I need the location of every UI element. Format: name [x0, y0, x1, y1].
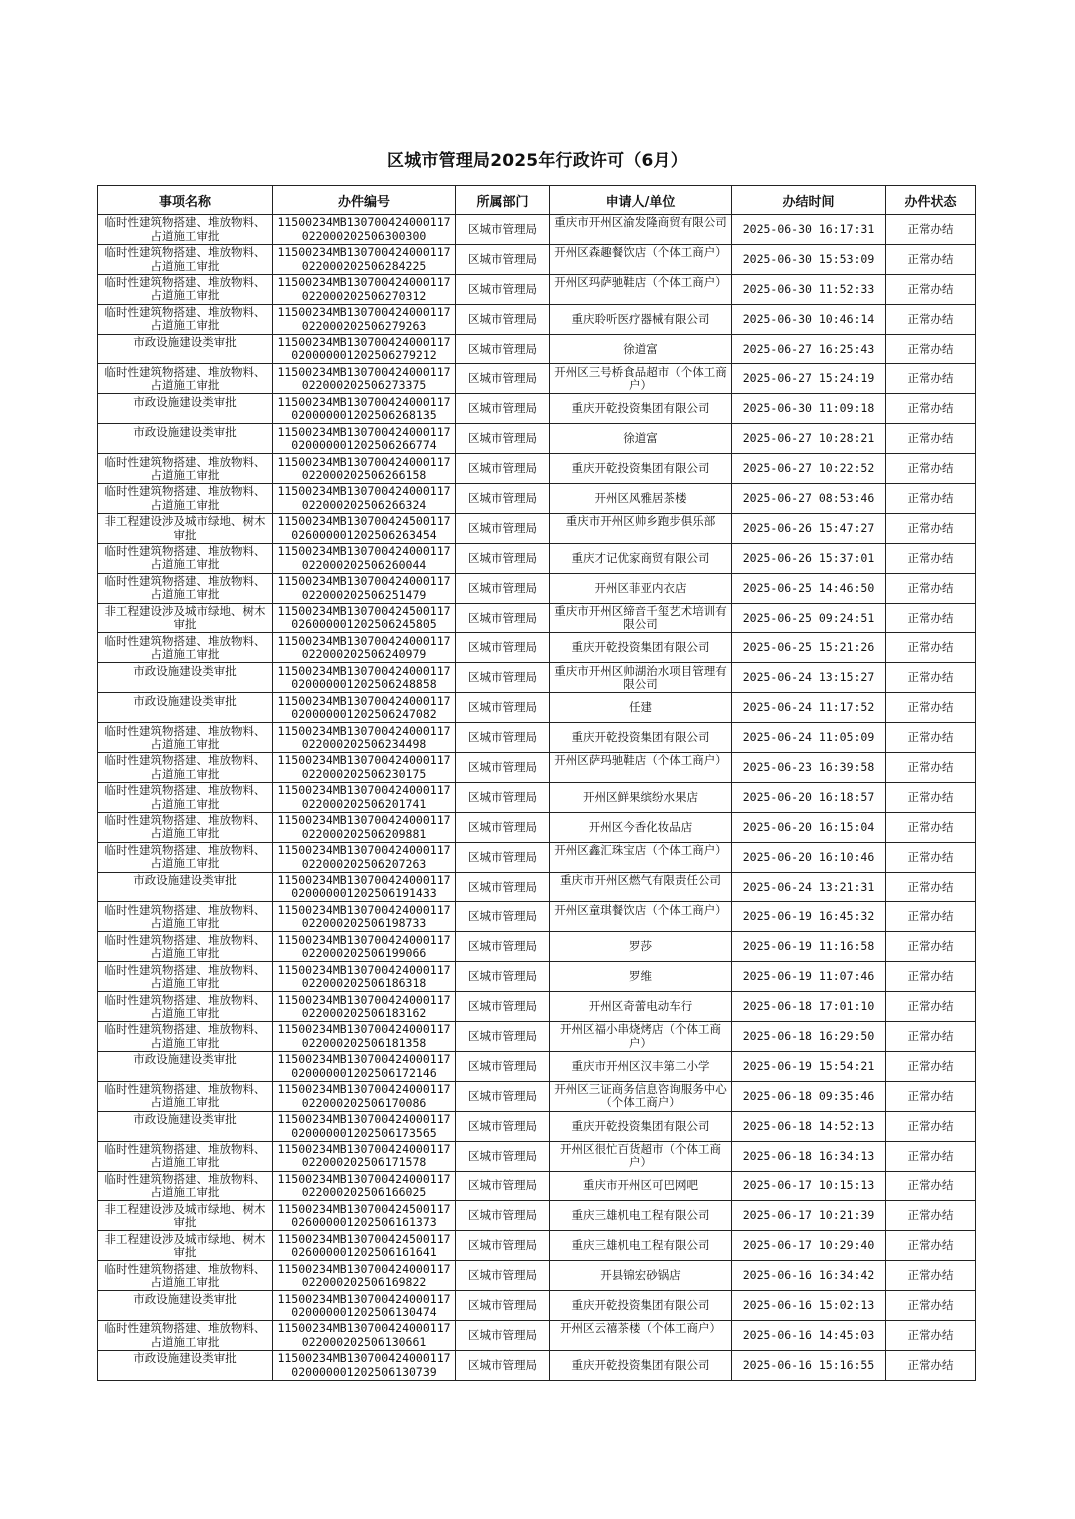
completion-time-cell: 2025-06-20 16:18:57 [732, 782, 886, 812]
case-number-cell: 11500234MB130700424000117022000202506130661 [277, 1321, 451, 1349]
status-cell: 正常办结 [886, 484, 976, 514]
table-row [98, 334, 976, 364]
applicant-cell: 开州区今香化妆品店 [550, 812, 732, 842]
applicant-cell: 重庆开乾投资集团有限公司 [550, 1291, 732, 1321]
department-cell: 区城市管理局 [456, 244, 550, 274]
completion-time-cell: 2025-06-18 14:52:13 [732, 1111, 886, 1141]
column-header-code: 办件编号 [273, 186, 456, 215]
status-cell: 正常办结 [886, 693, 976, 723]
status-cell: 正常办结 [886, 1291, 976, 1321]
table-row [98, 364, 976, 394]
completion-time-cell: 2025-06-26 15:47:27 [732, 513, 886, 543]
completion-time-cell: 2025-06-16 14:45:03 [732, 1320, 886, 1350]
applicant-cell: 开县锦宏砂锅店 [550, 1261, 732, 1291]
case-number-cell: 11500234MB130700424000117022000202506230175 [277, 753, 451, 781]
status-cell: 正常办结 [886, 513, 976, 543]
status-cell: 正常办结 [886, 304, 976, 334]
department-cell: 区城市管理局 [456, 932, 550, 962]
table-row [98, 1022, 976, 1052]
status-cell: 正常办结 [886, 663, 976, 693]
table-row [98, 842, 976, 872]
department-cell: 区城市管理局 [456, 1141, 550, 1171]
item-name-cell: 非工程建设涉及城市绿地、树木审批 [104, 1201, 266, 1230]
table-row [98, 1051, 976, 1081]
case-number-cell: 11500234MB130700424000117022000202506201741 [277, 783, 451, 811]
status-cell: 正常办结 [886, 394, 976, 424]
department-cell: 区城市管理局 [456, 962, 550, 992]
completion-time-cell: 2025-06-25 15:21:26 [732, 633, 886, 663]
completion-time-cell: 2025-06-25 09:24:51 [732, 603, 886, 633]
applicant-cell: 重庆市开州区汉丰第二小学 [550, 1051, 732, 1081]
status-cell: 正常办结 [886, 1141, 976, 1171]
department-cell: 区城市管理局 [456, 513, 550, 543]
case-number-cell: 11500234MB130700424000117020000001202506130739 [277, 1351, 451, 1379]
status-cell: 正常办结 [886, 1171, 976, 1201]
completion-time-cell: 2025-06-27 10:28:21 [732, 424, 886, 454]
status-cell: 正常办结 [886, 454, 976, 484]
applicant-cell: 徐道富 [550, 424, 732, 454]
applicant-cell: 开州区三号桥食品超市（个体工商户） [554, 364, 727, 393]
completion-time-cell: 2025-06-30 11:09:18 [732, 394, 886, 424]
department-cell: 区城市管理局 [456, 424, 550, 454]
table-row [98, 484, 976, 514]
status-cell: 正常办结 [886, 1051, 976, 1081]
completion-time-cell: 2025-06-19 15:54:21 [732, 1051, 886, 1081]
case-number-cell: 11500234MB130700424000117022000202506181358 [277, 1022, 451, 1050]
department-cell: 区城市管理局 [456, 1051, 550, 1081]
table-row [98, 1231, 976, 1261]
department-cell: 区城市管理局 [456, 1261, 550, 1291]
table-row [98, 454, 976, 484]
table-row [98, 1350, 976, 1380]
applicant-cell: 重庆开乾投资集团有限公司 [550, 394, 732, 424]
item-name-cell: 市政设施建设类审批 [133, 335, 237, 349]
case-number-cell: 11500234MB130700424000117022000202506266324 [277, 484, 451, 512]
department-cell: 区城市管理局 [456, 215, 550, 245]
status-cell: 正常办结 [886, 1111, 976, 1141]
department-cell: 区城市管理局 [456, 484, 550, 514]
table-row [98, 962, 976, 992]
completion-time-cell: 2025-06-16 16:34:42 [732, 1261, 886, 1291]
item-name-cell: 市政设施建设类审批 [133, 693, 237, 708]
status-cell: 正常办结 [886, 274, 976, 304]
status-cell: 正常办结 [886, 1261, 976, 1291]
case-number-cell: 11500234MB130700424000117022000202506198733 [277, 902, 451, 931]
case-number-cell: 11500234MB130700424000117020000001202506279212 [277, 335, 451, 363]
status-cell: 正常办结 [886, 842, 976, 872]
applicant-cell: 任建 [550, 693, 732, 723]
item-name-cell: 临时性建筑物搭建、堆放物料、占道施工审批 [104, 783, 266, 811]
status-cell: 正常办结 [886, 1081, 976, 1111]
status-cell: 正常办结 [886, 932, 976, 962]
table-row [98, 1261, 976, 1291]
item-name-cell: 临时性建筑物搭建、堆放物料、占道施工审批 [104, 484, 266, 512]
completion-time-cell: 2025-06-16 15:16:55 [732, 1350, 886, 1380]
table-row [98, 394, 976, 424]
completion-time-cell: 2025-06-20 16:10:46 [732, 842, 886, 872]
applicant-cell: 开州区鑫汇珠宝店（个体工商户） [554, 843, 727, 858]
department-cell: 区城市管理局 [456, 1320, 550, 1350]
completion-time-cell: 2025-06-17 10:15:13 [732, 1171, 886, 1201]
case-number-cell: 11500234MB130700424500117026000001202506263454 [277, 514, 451, 542]
item-name-cell: 非工程建设涉及城市绿地、树木审批 [104, 514, 266, 542]
status-cell: 正常办结 [886, 962, 976, 992]
status-cell: 正常办结 [886, 872, 976, 902]
case-number-cell: 11500234MB130700424500117026000001202506161641 [277, 1231, 451, 1260]
applicant-cell: 重庆市开州区帅乡跑步俱乐部 [565, 514, 716, 529]
completion-time-cell: 2025-06-18 16:34:13 [732, 1141, 886, 1171]
department-cell: 区城市管理局 [456, 992, 550, 1022]
department-cell: 区城市管理局 [456, 1201, 550, 1231]
table-row [98, 1111, 976, 1141]
table-header-row [98, 186, 976, 215]
department-cell: 区城市管理局 [456, 1111, 550, 1141]
item-name-cell: 非工程建设涉及城市绿地、树木审批 [104, 604, 266, 632]
case-number-cell: 11500234MB130700424000117022000202506284225 [277, 245, 451, 273]
completion-time-cell: 2025-06-26 15:37:01 [732, 543, 886, 573]
column-header-applicant: 申请人/单位 [550, 186, 732, 215]
department-cell: 区城市管理局 [456, 543, 550, 573]
case-number-cell: 11500234MB130700424000117022000202506186318 [277, 962, 451, 991]
item-name-cell: 临时性建筑物搭建、堆放物料、占道施工审批 [104, 305, 266, 333]
department-cell: 区城市管理局 [456, 693, 550, 723]
applicant-cell: 开州区鲜果缤纷水果店 [550, 782, 732, 812]
case-number-cell: 11500234MB130700424000117022000202506273375 [277, 364, 451, 393]
status-cell: 正常办结 [886, 812, 976, 842]
department-cell: 区城市管理局 [456, 872, 550, 902]
item-name-cell: 临时性建筑物搭建、堆放物料、占道施工审批 [104, 544, 266, 572]
department-cell: 区城市管理局 [456, 753, 550, 783]
document-title: 区城市管理局2025年行政许可（6月） [387, 151, 688, 171]
table-row [98, 1201, 976, 1231]
department-cell: 区城市管理局 [456, 1350, 550, 1380]
status-cell: 正常办结 [886, 424, 976, 454]
table-row [98, 603, 976, 633]
status-cell: 正常办结 [886, 1320, 976, 1350]
applicant-cell: 开州区玛萨驰鞋店（个体工商户） [554, 275, 727, 290]
applicant-cell: 重庆市开州区可巴网吧 [550, 1171, 732, 1201]
completion-time-cell: 2025-06-30 11:52:33 [732, 274, 886, 304]
item-name-cell: 临时性建筑物搭建、堆放物料、占道施工审批 [104, 275, 266, 303]
applicant-cell: 开州区风雅居茶楼 [550, 484, 732, 514]
item-name-cell: 市政设施建设类审批 [133, 394, 237, 409]
case-number-cell: 11500234MB130700424000117022000202506266158 [277, 454, 451, 482]
item-name-cell: 非工程建设涉及城市绿地、树木审批 [104, 1231, 266, 1259]
case-number-cell: 11500234MB130700424000117020000001202506266774 [277, 424, 451, 453]
applicant-cell: 罗莎 [550, 932, 732, 962]
item-name-cell: 市政设施建设类审批 [133, 1052, 237, 1067]
applicant-cell: 重庆开乾投资集团有限公司 [550, 633, 732, 663]
table-row [98, 753, 976, 783]
applicant-cell: 重庆市开州区渝发隆商贸有限公司 [554, 215, 727, 230]
item-name-cell: 临时性建筑物搭建、堆放物料、占道施工审批 [104, 962, 266, 990]
item-name-cell: 临时性建筑物搭建、堆放物料、占道施工审批 [104, 454, 266, 482]
case-number-cell: 11500234MB130700424000117022000202506260044 [277, 544, 451, 572]
completion-time-cell: 2025-06-16 15:02:13 [732, 1291, 886, 1321]
status-cell: 正常办结 [886, 1350, 976, 1380]
applicant-cell: 重庆三雄机电工程有限公司 [550, 1201, 732, 1231]
item-name-cell: 临时性建筑物搭建、堆放物料、占道施工审批 [104, 843, 266, 871]
case-number-cell: 11500234MB130700424000117022000202506234498 [277, 723, 451, 751]
item-name-cell: 临时性建筑物搭建、堆放物料、占道施工审批 [104, 1022, 266, 1050]
applicant-cell: 重庆市开州区帅湖治水项目管理有限公司 [554, 663, 727, 691]
case-number-cell: 11500234MB130700424500117026000001202506161373 [277, 1201, 451, 1230]
applicant-cell: 重庆开乾投资集团有限公司 [550, 454, 732, 484]
status-cell: 正常办结 [886, 364, 976, 394]
status-cell: 正常办结 [886, 782, 976, 812]
column-header-time: 办结时间 [732, 186, 886, 215]
table-row [98, 573, 976, 603]
case-number-cell: 11500234MB130700424000117022000202506209881 [277, 813, 451, 841]
completion-time-cell: 2025-06-25 14:46:50 [732, 573, 886, 603]
status-cell: 正常办结 [886, 543, 976, 573]
department-cell: 区城市管理局 [456, 573, 550, 603]
case-number-cell: 11500234MB130700424000117022000202506300300 [277, 215, 451, 243]
table-row [98, 1291, 976, 1321]
applicant-cell: 重庆开乾投资集团有限公司 [550, 1350, 732, 1380]
item-name-cell: 临时性建筑物搭建、堆放物料、占道施工审批 [104, 1171, 266, 1200]
applicant-cell: 徐道富 [550, 334, 732, 364]
completion-time-cell: 2025-06-18 16:29:50 [732, 1022, 886, 1052]
item-name-cell: 临时性建筑物搭建、堆放物料、占道施工审批 [104, 633, 266, 662]
status-cell: 正常办结 [886, 244, 976, 274]
column-header-status: 办件状态 [886, 186, 976, 215]
department-cell: 区城市管理局 [456, 902, 550, 932]
status-cell: 正常办结 [886, 334, 976, 364]
completion-time-cell: 2025-06-27 08:53:46 [732, 484, 886, 514]
case-number-cell: 11500234MB130700424000117022000202506169822 [277, 1261, 451, 1290]
department-cell: 区城市管理局 [456, 603, 550, 633]
item-name-cell: 临时性建筑物搭建、堆放物料、占道施工审批 [104, 753, 266, 781]
completion-time-cell: 2025-06-27 15:24:19 [732, 364, 886, 394]
table-row [98, 274, 976, 304]
department-cell: 区城市管理局 [456, 782, 550, 812]
case-number-cell: 11500234MB130700424000117020000001202506130474 [277, 1291, 451, 1319]
completion-time-cell: 2025-06-18 09:35:46 [732, 1081, 886, 1111]
completion-time-cell: 2025-06-27 16:25:43 [732, 334, 886, 364]
item-name-cell: 临时性建筑物搭建、堆放物料、占道施工审批 [104, 245, 266, 273]
applicant-cell: 重庆三雄机电工程有限公司 [550, 1231, 732, 1261]
applicant-cell: 重庆开乾投资集团有限公司 [550, 1111, 732, 1141]
completion-time-cell: 2025-06-24 11:17:52 [732, 693, 886, 723]
column-header-dept: 所属部门 [456, 186, 550, 215]
applicant-cell: 开州区菲亚内衣店 [550, 573, 732, 603]
department-cell: 区城市管理局 [456, 1022, 550, 1052]
completion-time-cell: 2025-06-30 16:17:31 [732, 215, 886, 245]
completion-time-cell: 2025-06-24 11:05:09 [732, 723, 886, 753]
table-row [98, 1171, 976, 1201]
case-number-cell: 11500234MB130700424000117022000202506183162 [277, 992, 451, 1020]
applicant-cell: 开州区很忙百货超市（个体工商户） [560, 1142, 721, 1170]
department-cell: 区城市管理局 [456, 1171, 550, 1201]
department-cell: 区城市管理局 [456, 812, 550, 842]
completion-time-cell: 2025-06-19 11:07:46 [732, 962, 886, 992]
item-name-cell: 市政设施建设类审批 [133, 663, 237, 678]
completion-time-cell: 2025-06-19 16:45:32 [732, 902, 886, 932]
completion-time-cell: 2025-06-19 11:16:58 [732, 932, 886, 962]
applicant-cell: 重庆市开州区燃气有限责任公司 [560, 873, 721, 888]
applicant-cell: 开州区森趣餐饮店（个体工商户） [554, 245, 727, 260]
department-cell: 区城市管理局 [456, 454, 550, 484]
permit-table [97, 185, 976, 1381]
completion-time-cell: 2025-06-30 10:46:14 [732, 304, 886, 334]
case-number-cell: 11500234MB130700424000117020000001202506268135 [277, 394, 451, 423]
completion-time-cell: 2025-06-18 17:01:10 [732, 992, 886, 1022]
case-number-cell: 11500234MB130700424000117020000001202506173565 [277, 1112, 451, 1140]
item-name-cell: 市政设施建设类审批 [133, 1351, 237, 1366]
table-row [98, 633, 976, 663]
table-row [98, 1320, 976, 1350]
completion-time-cell: 2025-06-24 13:21:31 [732, 872, 886, 902]
table-row [98, 244, 976, 274]
item-name-cell: 临时性建筑物搭建、堆放物料、占道施工审批 [104, 932, 266, 961]
table-row [98, 932, 976, 962]
item-name-cell: 临时性建筑物搭建、堆放物料、占道施工审批 [104, 1321, 266, 1349]
table-row [98, 723, 976, 753]
table-row [98, 992, 976, 1022]
item-name-cell: 市政设施建设类审批 [133, 873, 237, 888]
item-name-cell: 临时性建筑物搭建、堆放物料、占道施工审批 [104, 902, 266, 931]
applicant-cell: 重庆才记优家商贸有限公司 [550, 543, 732, 573]
status-cell: 正常办结 [886, 1231, 976, 1261]
table-row [98, 1141, 976, 1171]
department-cell: 区城市管理局 [456, 394, 550, 424]
applicant-cell: 重庆开乾投资集团有限公司 [550, 723, 732, 753]
applicant-cell: 开州区福小串烧烤店（个体工商户） [560, 1022, 721, 1050]
table-row [98, 663, 976, 693]
case-number-cell: 11500234MB130700424000117020000001202506191433 [277, 873, 451, 901]
department-cell: 区城市管理局 [456, 1081, 550, 1111]
table-row [98, 782, 976, 812]
item-name-cell: 临时性建筑物搭建、堆放物料、占道施工审批 [104, 364, 266, 393]
department-cell: 区城市管理局 [456, 1231, 550, 1261]
case-number-cell: 11500234MB130700424000117022000202506166025 [277, 1171, 451, 1200]
applicant-cell: 开州区云禧茶楼（个体工商户） [560, 1321, 721, 1336]
case-number-cell: 11500234MB130700424000117020000001202506248858 [277, 663, 451, 692]
department-cell: 区城市管理局 [456, 334, 550, 364]
case-number-cell: 11500234MB130700424000117022000202506171578 [277, 1142, 451, 1170]
case-number-cell: 11500234MB130700424500117026000001202506245805 [277, 604, 451, 632]
completion-time-cell: 2025-06-17 10:21:39 [732, 1201, 886, 1231]
case-number-cell: 11500234MB130700424000117022000202506251479 [277, 574, 451, 602]
table-row [98, 304, 976, 334]
applicant-cell: 罗维 [550, 962, 732, 992]
table-row [98, 812, 976, 842]
item-name-cell: 临时性建筑物搭建、堆放物料、占道施工审批 [104, 723, 266, 751]
table-row [98, 902, 976, 932]
applicant-cell: 开州区童琪餐饮店（个体工商户） [554, 902, 727, 917]
item-name-cell: 临时性建筑物搭建、堆放物料、占道施工审批 [104, 1142, 266, 1170]
item-name-cell: 市政设施建设类审批 [133, 1291, 237, 1306]
table-row [98, 872, 976, 902]
completion-time-cell: 2025-06-30 15:53:09 [732, 244, 886, 274]
table-row [98, 543, 976, 573]
status-cell: 正常办结 [886, 603, 976, 633]
table-body [98, 215, 976, 1381]
item-name-cell: 临时性建筑物搭建、堆放物料、占道施工审批 [104, 1082, 266, 1110]
status-cell: 正常办结 [886, 753, 976, 783]
department-cell: 区城市管理局 [456, 364, 550, 394]
case-number-cell: 11500234MB130700424000117022000202506199066 [277, 932, 451, 961]
completion-time-cell: 2025-06-24 13:15:27 [732, 663, 886, 693]
applicant-cell: 重庆聆听医疗器械有限公司 [550, 304, 732, 334]
table-row [98, 424, 976, 454]
applicant-cell: 开州区奇蕾电动车行 [550, 992, 732, 1022]
status-cell: 正常办结 [886, 1201, 976, 1231]
completion-time-cell: 2025-06-23 16:39:58 [732, 753, 886, 783]
status-cell: 正常办结 [886, 902, 976, 932]
department-cell: 区城市管理局 [456, 304, 550, 334]
table-row [98, 215, 976, 245]
status-cell: 正常办结 [886, 723, 976, 753]
applicant-cell: 开州区三证商务信息咨询服务中心（个体工商户） [554, 1082, 727, 1110]
completion-time-cell: 2025-06-27 10:22:52 [732, 454, 886, 484]
status-cell: 正常办结 [886, 992, 976, 1022]
applicant-cell: 重庆市开州区缔音千玺艺术培训有限公司 [554, 604, 727, 632]
item-name-cell: 临时性建筑物搭建、堆放物料、占道施工审批 [104, 215, 266, 243]
completion-time-cell: 2025-06-17 10:29:40 [732, 1231, 886, 1261]
case-number-cell: 11500234MB130700424000117022000202506279263 [277, 305, 451, 333]
status-cell: 正常办结 [886, 1022, 976, 1052]
department-cell: 区城市管理局 [456, 663, 550, 693]
department-cell: 区城市管理局 [456, 1291, 550, 1321]
item-name-cell: 临时性建筑物搭建、堆放物料、占道施工审批 [104, 1261, 266, 1289]
status-cell: 正常办结 [886, 573, 976, 603]
department-cell: 区城市管理局 [456, 842, 550, 872]
table-row [98, 1081, 976, 1111]
completion-time-cell: 2025-06-20 16:15:04 [732, 812, 886, 842]
table-row [98, 693, 976, 723]
item-name-cell: 临时性建筑物搭建、堆放物料、占道施工审批 [104, 992, 266, 1020]
applicant-cell: 开州区萨玛驰鞋店（个体工商户） [554, 753, 727, 768]
status-cell: 正常办结 [886, 215, 976, 245]
case-number-cell: 11500234MB130700424000117020000001202506247082 [277, 693, 451, 722]
case-number-cell: 11500234MB130700424000117020000001202506172146 [277, 1052, 451, 1080]
status-cell: 正常办结 [886, 633, 976, 663]
column-header-item: 事项名称 [98, 186, 273, 215]
item-name-cell: 临时性建筑物搭建、堆放物料、占道施工审批 [104, 813, 266, 841]
item-name-cell: 临时性建筑物搭建、堆放物料、占道施工审批 [104, 574, 266, 602]
department-cell: 区城市管理局 [456, 274, 550, 304]
case-number-cell: 11500234MB130700424000117022000202506207263 [277, 843, 451, 871]
item-name-cell: 市政设施建设类审批 [133, 1112, 237, 1127]
department-cell: 区城市管理局 [456, 723, 550, 753]
department-cell: 区城市管理局 [456, 633, 550, 663]
case-number-cell: 11500234MB130700424000117022000202506270312 [277, 275, 451, 303]
case-number-cell: 11500234MB130700424000117022000202506170086 [277, 1082, 451, 1110]
table-row [98, 513, 976, 543]
item-name-cell: 市政设施建设类审批 [133, 424, 237, 439]
case-number-cell: 11500234MB130700424000117022000202506240979 [277, 633, 451, 662]
